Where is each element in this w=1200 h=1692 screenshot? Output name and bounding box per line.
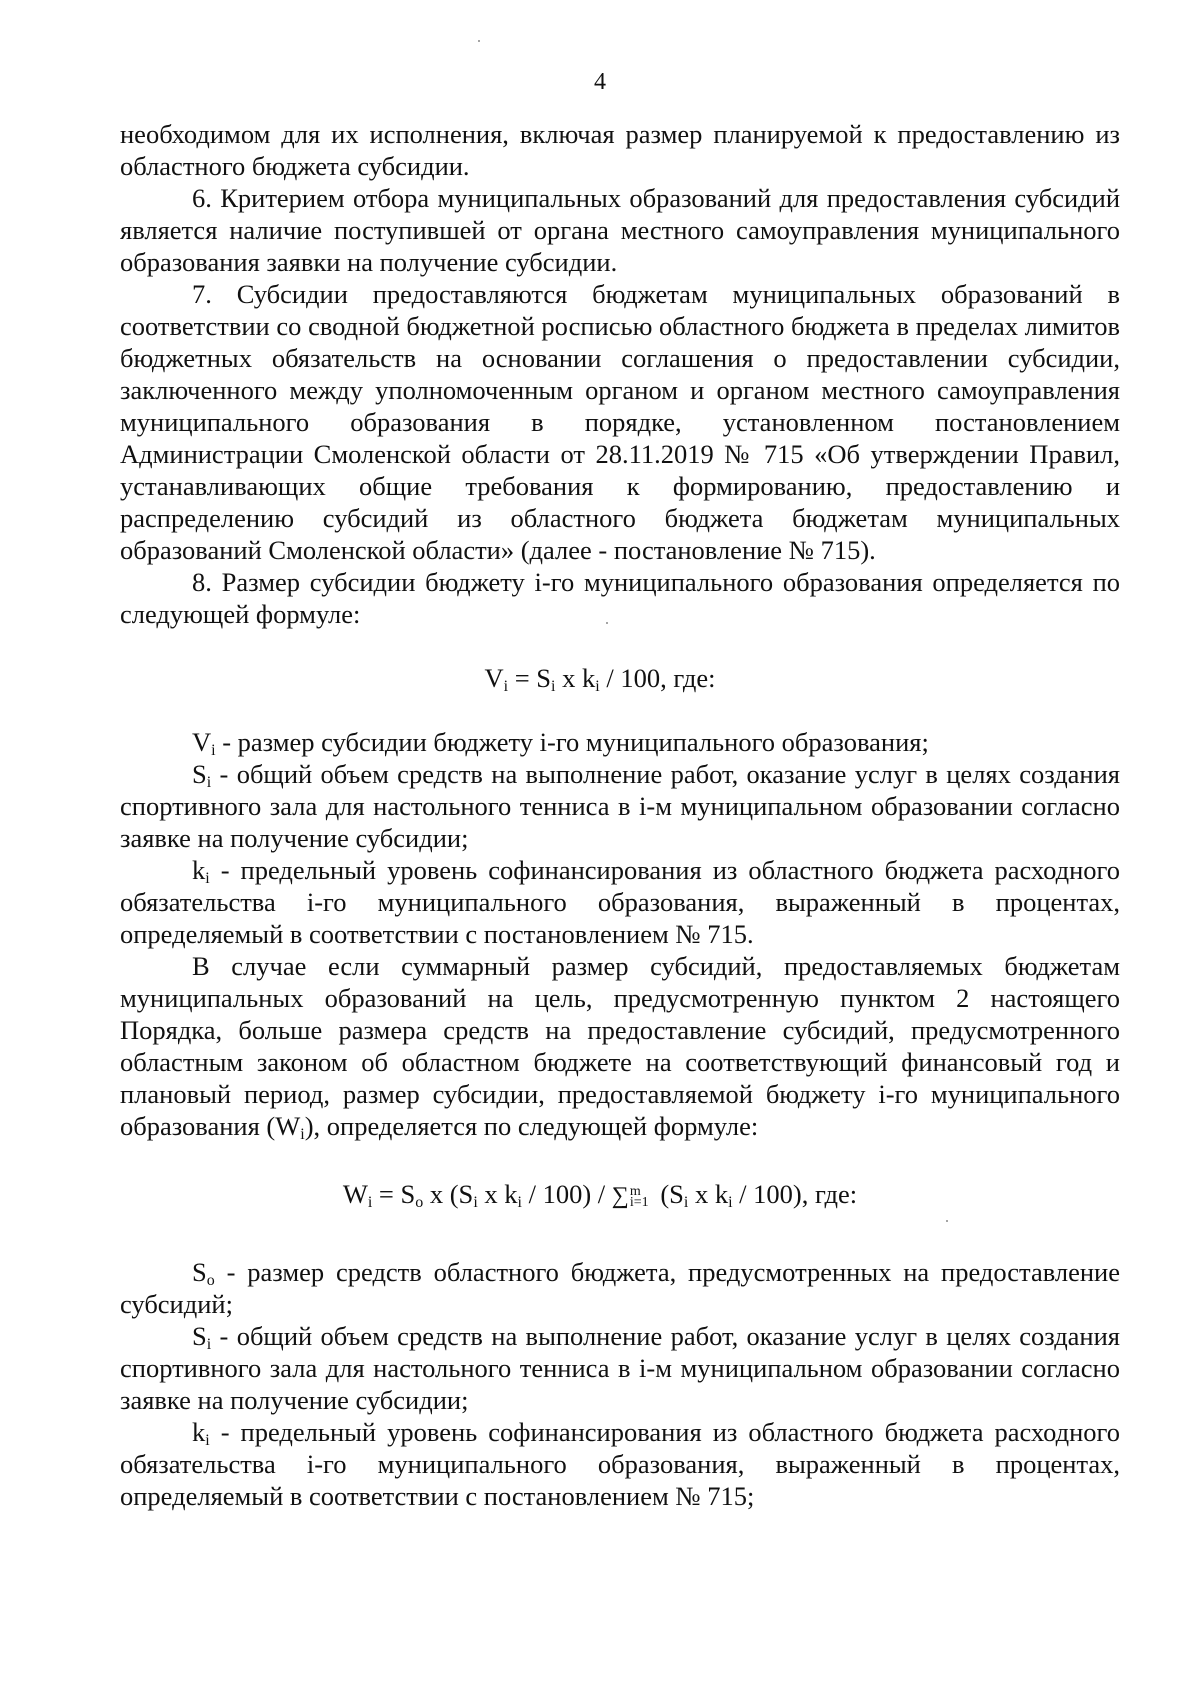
definition-s: $S_i$ - общий объем средств на выполнение работ, оказание услуг в целях создания спортивного зала для настольного тенниса в i-м муниципальном образовании согласно заявке на получение субсидии;	[120, 759, 1120, 853]
summation-sign: ∑	[611, 1183, 629, 1209]
scan-speck	[478, 40, 480, 42]
formula-subsidy-size: $V_i = S_i$ x $k_i / 100$, где:	[484, 663, 716, 695]
definition-v: $V_i$ - размер субсидии бюджету i-го муниципального образования;	[192, 727, 929, 759]
scan-speck	[946, 1220, 948, 1222]
formula-subsidy-distribution: $W_i = S_o$ x ($S_i$ x $k_i / 100) / \sum m$ i=1 ($S_i$ x $k_i / 100$), где:	[342, 1179, 858, 1211]
definition-ki: $k_i$ - предельный уровень софинансирования из областного бюджета расходного обязательства i-го муниципального образования, выраженный в процентах, определяемый в соответствии с постановлением № 715;	[120, 1417, 1120, 1511]
paragraph-intro: необходимом для их исполнения, включая размер планируемой к предоставлению из областного бюджета субсидии.	[120, 119, 1120, 181]
paragraph-8: 8. Размер субсидии бюджету i-го муниципального образования определяется по следующей формуле:	[120, 567, 1120, 629]
paragraph-6: 6. Критерием отбора муниципальных образований для предоставления субсидий является наличие поступившей от органа местного самоуправления муниципального образования заявки на получение субсидии.	[120, 183, 1120, 277]
definition-si: $S_i$ - общий объем средств на выполнение работ, оказание услуг в целях создания спортивного зала для настольного тенниса в i-м муниципальном образовании согласно заявке на получение субсидии;	[120, 1321, 1120, 1415]
paragraph-7: 7. Субсидии предоставляются бюджетам муниципальных образований в соответствии со сводной бюджетной росписью областного бюджета в пределах лимитов бюджетных обязательств на основании соглашения о предоставлении субсидии, заключенного между уполномоченным органом и органом местного самоуправления муниципального образования в порядке, установленном постановлением Администрации Смоленской области от 28.11.2019 № 715 «Об утверждении Правил, устанавливающих общие требования к формированию, предоставлению и распределению субсидий из областного бюджета бюджетам муниципальных образований Смоленской области» (далее - постановление № 715).	[120, 279, 1120, 565]
page-number: 4	[594, 69, 606, 95]
definition-so: $S_o$ - размер средств областного бюджета, предусмотренных на предоставление субсидий;	[120, 1257, 1120, 1319]
paragraph-case: В случае если суммарный размер субсидий, предоставляемых бюджетам муниципальных образований на цель, предусмотренную пунктом 2 настоящего Порядка, больше размера средств на предоставление субсидий, предусмотренного областным законом об областном бюджете на соответствующий финансовый год и плановый период, размер субсидии, предоставляемой бюджету i-го муниципального образования $(W_i)$, определяется по следующей формуле:	[120, 951, 1120, 1143]
summation-limits: m i=1	[629, 1183, 649, 1210]
definition-k: $k_i$ - предельный уровень софинансирования из областного бюджета расходного обязательства i-го муниципального образования, выраженный в процентах, определяемый в соответствии с постановлением № 715.	[120, 855, 1120, 949]
